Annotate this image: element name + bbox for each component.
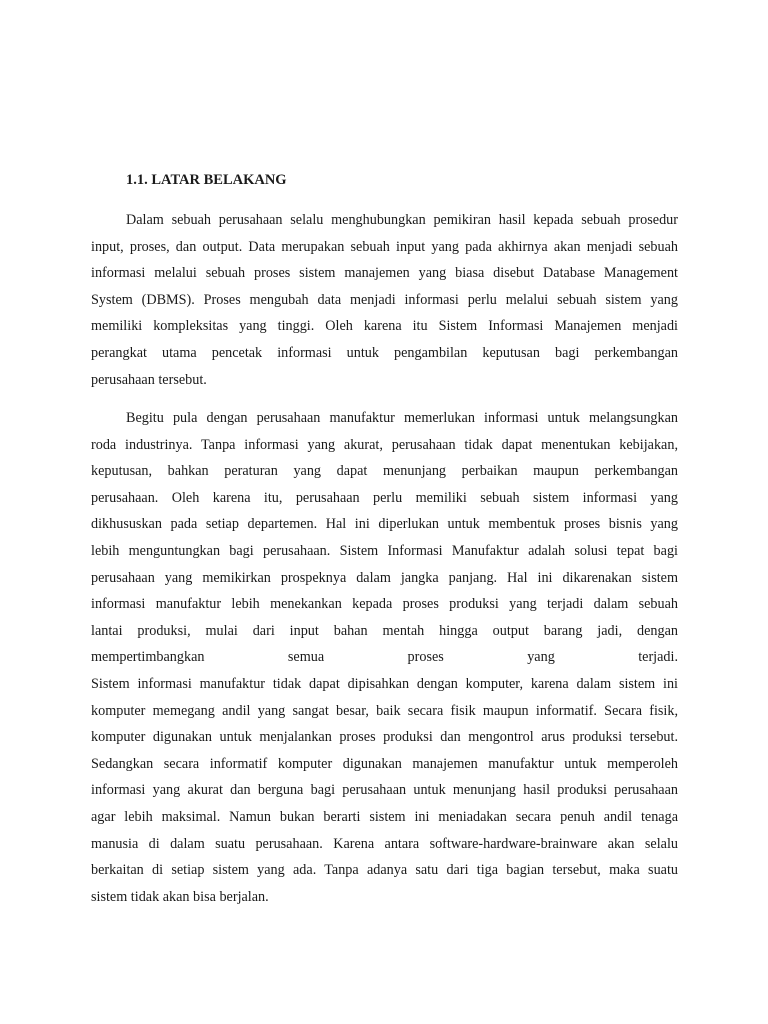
paragraph-1-line: Dalam sebuah perusahaan selalu menghubungkan pemikiran hasil kepada sebuah prosedur [126,212,678,228]
paragraph-2-line: agar lebih maksimal. Namun bukan berarti sistem ini meniadakan secara penuh andil tenaga [91,808,678,825]
paragraph-2-line: Sistem informasi manufaktur tidak dapat dipisahkan dengan komputer, karena dalam sistem ini [91,675,678,692]
paragraph-2-line: Sedangkan secara informatif komputer digunakan manajemen manufaktur untuk memperoleh [91,755,678,772]
paragraph-1-line: System (DBMS). Proses mengubah data menjadi informasi perlu melalui sebuah sistem yang [91,291,678,308]
paragraph-2-line: informasi yang akurat dan berguna bagi perusahaan untuk menunjang hasil produksi perusahaan [91,782,678,799]
paragraph-1-line: perusahaan tersebut. [91,371,207,388]
paragraph-1 [91,207,678,393]
paragraph-2-line: informasi manufaktur lebih menekankan kepada proses produksi yang terjadi dalam sebuah [91,596,678,613]
paragraph-2-line: Begitu pula dengan perusahaan manufaktur memerlukan informasi untuk melangsungkan [126,410,678,426]
paragraph-2-line: dikhususkan pada setiap departemen. Hal ini diperlukan untuk membentuk proses bisnis yang [91,516,678,533]
paragraph-2-line: manusia di dalam suatu perusahaan. Karena antara software-hardware-brainware akan selalu [91,835,678,852]
paragraph-2-line: perusahaan. Oleh karena itu, perusahaan perlu memiliki sebuah sistem informasi yang [91,489,678,506]
section-heading: 1.1. LATAR BELAKANG [126,172,287,188]
paragraph-2-line: berkaitan di setiap sistem yang ada. Tanpa adanya satu dari tiga bagian tersebut, maka suatu [91,862,678,879]
paragraph-2-line: lebih menguntungkan bagi perusahaan. Sistem Informasi Manufaktur adalah solusi tepat bagi [91,542,678,559]
paragraph-2-line: sistem tidak akan bisa berjalan. [91,888,269,905]
paragraph-2-line: roda industrinya. Tanpa informasi yang akurat, perusahaan tidak dapat menentukan kebijakan, [91,436,678,453]
paragraph-2 [91,405,678,910]
paragraph-1-line: perangkat utama pencetak informasi untuk pengambilan keputusan bagi perkembangan [91,344,678,361]
paragraph-2-line: komputer digunakan untuk menjalankan proses produksi dan mengontrol arus produksi tersebut. [91,729,678,746]
paragraph-2-line: perusahaan yang memikirkan prospeknya dalam jangka panjang. Hal ini dikarenakan sistem [91,569,678,586]
paragraph-2-line: keputusan, bahkan peraturan yang dapat menunjang perbaikan maupun perkembangan [91,463,678,480]
paragraph-1-line: memiliki kompleksitas yang tinggi. Oleh karena itu Sistem Informasi Manajemen menjadi [91,318,678,335]
paragraph-2-line: mempertimbangkan semua proses yang terjadi. [91,649,678,666]
paragraph-1-line: informasi melalui sebuah proses sistem manajemen yang biasa disebut Database Management [91,265,678,282]
paragraph-2-line: komputer memegang andil yang sangat besar, baik secara fisik maupun informatif. Secara fisik, [91,702,678,719]
paragraph-2-line: lantai produksi, mulai dari input bahan mentah hingga output barang jadi, dengan [91,622,678,639]
paragraph-1-line: input, proses, dan output. Data merupakan sebuah input yang pada akhirnya akan menjadi sebuah [91,238,678,255]
